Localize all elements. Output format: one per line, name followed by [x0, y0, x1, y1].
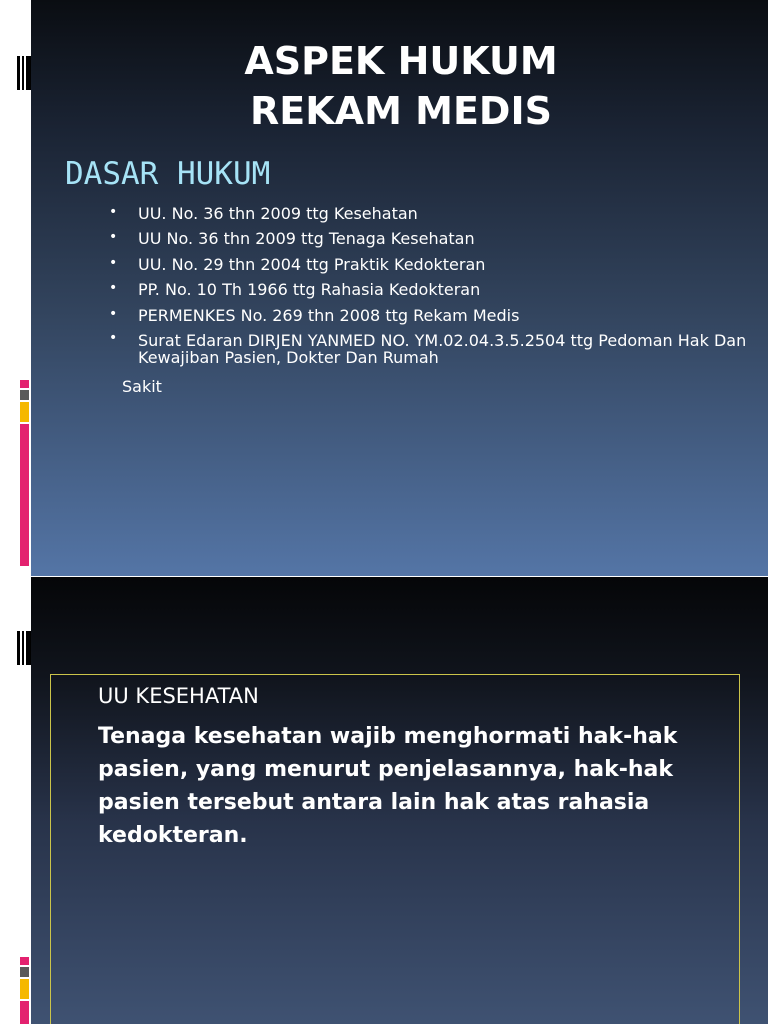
bullet-continuation: Sakit — [122, 377, 162, 396]
bullet-icon: • — [109, 204, 118, 220]
list-item — [109, 307, 749, 325]
slide-1 — [31, 0, 768, 576]
slide-edge-decoration — [0, 577, 31, 1024]
bullet-icon: • — [109, 254, 118, 271]
edge-color-strip — [20, 957, 29, 1024]
list-item — [109, 256, 749, 274]
slide-2 — [31, 577, 768, 1024]
bullet-icon: • — [109, 280, 118, 297]
list-item — [109, 230, 749, 248]
box-body-text: Tenaga kesehatan wajib menghormati hak-hak pasien, yang menurut penjelasannya, hak-hak pasien tersebut antara lain hak atas rahasia kedokteran. — [98, 724, 678, 848]
bullet-icon: • — [109, 329, 118, 346]
title-line-1: ASPEK HUKUM — [244, 39, 558, 83]
list-item-text: PP. No. 10 Th 1966 ttg Rahasia Kedokteran — [138, 280, 481, 300]
list-item-text: UU. No. 36 thn 2009 ttg Kesehatan — [138, 204, 418, 223]
bullet-icon: • — [109, 229, 118, 246]
edge-color-strip — [20, 380, 29, 566]
edge-bars-icon — [17, 56, 31, 90]
content-box — [50, 674, 740, 1024]
list-item-text: PERMENKES No. 269 thn 2008 ttg Rekam Medis — [138, 305, 520, 325]
list-item-text: UU No. 36 thn 2009 ttg Tenaga Kesehatan — [138, 229, 475, 249]
slide-title — [191, 36, 611, 136]
list-item — [109, 329, 749, 367]
list-item — [109, 281, 749, 299]
list-item-text: Surat Edaran DIRJEN YANMED NO. YM.02.04.3.5.2504 ttg Pedoman Hak Dan Kewajiban Pasien, Dokter Dan Rumah — [138, 330, 747, 367]
subheading: DASAR HUKUM — [65, 156, 271, 192]
slide-edge-decoration — [0, 0, 31, 576]
edge-bars-icon — [17, 631, 31, 665]
list-item — [109, 205, 749, 223]
bullet-icon: • — [109, 305, 118, 322]
list-item-text: UU. No. 29 thn 2004 ttg Praktik Kedokteran — [138, 254, 486, 274]
title-line-2: REKAM MEDIS — [250, 89, 552, 133]
bullet-list — [109, 205, 749, 373]
box-heading: UU KESEHATAN — [98, 684, 259, 708]
